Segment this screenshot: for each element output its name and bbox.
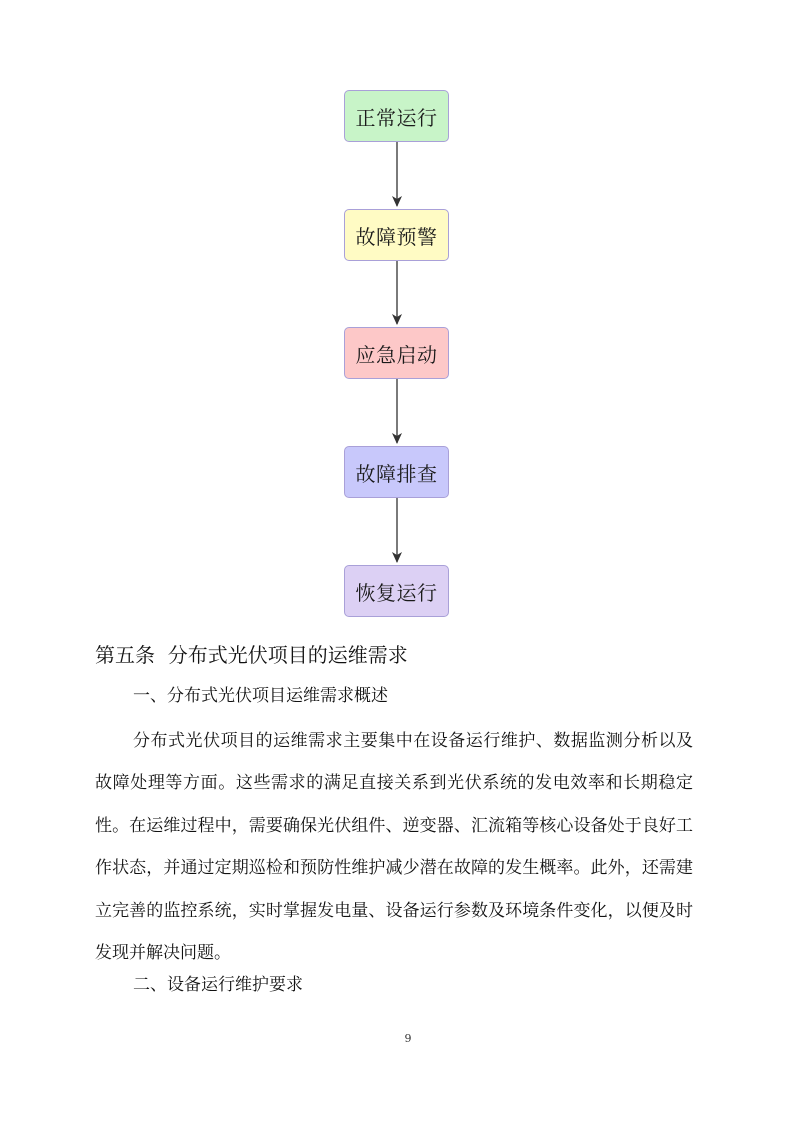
flow-step-troubleshooting [344,446,449,498]
flow-step-resume-operation [344,565,449,617]
flow-step-label: 正常运行 [355,105,438,130]
flow-step-label: 故障预警 [355,224,438,249]
section-title: 第五条 分布式光伏项目的运维需求 [95,643,408,667]
flow-step-fault-warning [344,209,449,261]
flow-step-label: 故障排查 [355,461,438,486]
flow-step-normal-operation [344,90,449,142]
flow-step-label: 应急启动 [355,342,438,367]
page-number: 9 [404,1032,412,1045]
paragraph-overview: 分布式光伏项目的运维需求主要集中在设备运行维护、数据监测分析以及故障处理等方面。这些需求的满足直接关系到光伏系统的发电效率和长期稳定性。在运维过程中，需要确保光伏组件、逆变器、汇流箱等核心设备处于良好工作状态，并通过定期巡检和预防性维护减少潜在故障的发生概率。此外，还需建立完善的监控系统，实时掌握发电量、设备运行参数及环境条件变化，以便及时发现并解决问题。 [95,731,693,964]
subsection-heading-overview: 一、分布式光伏项目运维需求概述 [133,686,388,706]
flow-step-emergency-start [344,327,449,379]
subsection-heading-maintenance: 二、设备运行维护要求 [133,975,303,995]
flow-step-label: 恢复运行 [355,580,438,605]
